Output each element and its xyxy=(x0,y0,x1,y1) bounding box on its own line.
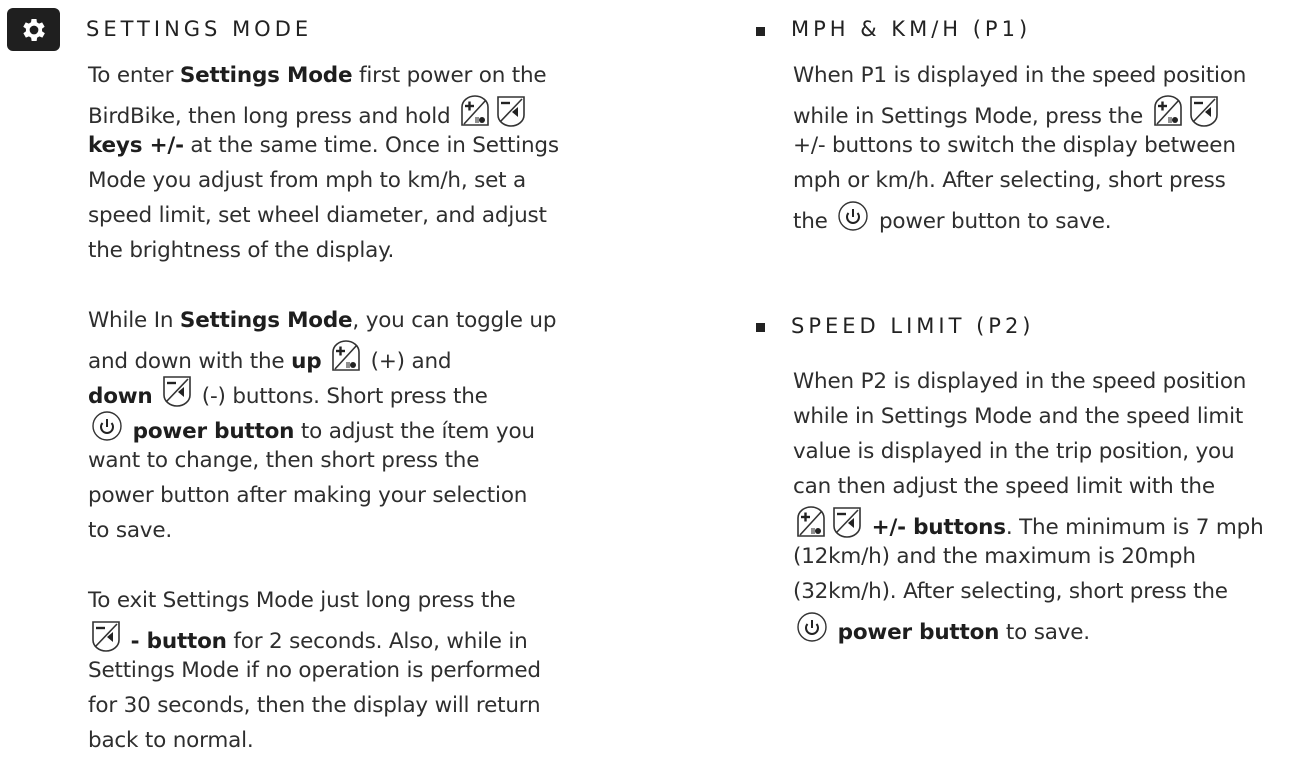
text xyxy=(865,515,872,540)
text xyxy=(321,349,328,374)
text-line xyxy=(88,342,451,382)
plus-up-button-icon xyxy=(1153,95,1183,135)
text-line xyxy=(793,167,1226,195)
settings-gear-icon xyxy=(7,8,60,51)
text: When P1 is displayed in the speed position xyxy=(793,63,1247,88)
text-line xyxy=(793,62,1246,90)
text xyxy=(153,384,160,409)
text-line xyxy=(793,438,1234,466)
bold-text: up xyxy=(291,349,322,374)
bold-text: Settings Mode xyxy=(179,308,353,333)
bold-text: power button xyxy=(132,419,295,444)
bold-text: keys +/- xyxy=(88,133,184,158)
text-line xyxy=(793,97,1222,137)
text: mph or km/h. After selecting, short press xyxy=(793,168,1226,193)
section-title-mph-kmh: MPH & KM/H (P1) xyxy=(791,17,1032,41)
text: When P2 is displayed in the speed position xyxy=(793,369,1247,394)
text: Mode you adjust from mph to km/h, set a xyxy=(88,168,526,193)
text: power button to save. xyxy=(872,209,1112,234)
text: for 30 seconds, then the display will return xyxy=(88,693,541,718)
text: first power on the xyxy=(352,63,547,88)
text-line xyxy=(88,587,516,615)
text-line xyxy=(793,403,1243,431)
text xyxy=(124,629,131,654)
text: while in Settings Mode and the speed limit xyxy=(793,404,1244,429)
bullet-marker xyxy=(756,323,765,332)
plus-up-button-icon xyxy=(460,95,490,135)
text: +/- buttons to switch the display between xyxy=(793,133,1236,158)
bold-text: +/- buttons xyxy=(871,515,1006,540)
text: (32km/h). After selecting, short press the xyxy=(793,579,1228,604)
text-line xyxy=(793,368,1246,396)
text: the xyxy=(793,209,835,234)
text: can then adjust the speed limit with the xyxy=(793,474,1215,499)
text-line xyxy=(88,377,488,417)
text xyxy=(831,620,838,645)
bullet-marker xyxy=(756,27,765,36)
text-line xyxy=(88,412,535,452)
text-line xyxy=(88,657,541,685)
text-line xyxy=(88,447,479,475)
text-line xyxy=(88,727,254,755)
text-line xyxy=(88,307,556,335)
minus-down-button-icon xyxy=(91,620,121,660)
text: while in Settings Mode, press the xyxy=(793,104,1150,129)
text: (+) and xyxy=(364,349,452,374)
text: , you can toggle up xyxy=(352,308,557,333)
text-line xyxy=(793,473,1215,501)
minus-down-button-icon xyxy=(162,375,192,415)
text: value is displayed in the trip position, you xyxy=(793,439,1235,464)
text-line xyxy=(88,482,527,510)
text xyxy=(126,419,133,444)
text: and down with the xyxy=(88,349,292,374)
minus-down-button-icon xyxy=(1189,95,1219,135)
text: Settings Mode if no operation is performed xyxy=(88,658,541,683)
text-line xyxy=(88,237,394,265)
text: speed limit, set wheel diameter, and adjust xyxy=(88,203,547,228)
plus-up-button-icon xyxy=(796,506,826,546)
plus-up-button-icon xyxy=(331,340,361,380)
text: BirdBike, then long press and hold xyxy=(88,104,458,129)
text: back to normal. xyxy=(88,728,254,753)
text-line xyxy=(88,517,172,545)
bold-text: down xyxy=(88,384,153,409)
text-line xyxy=(88,62,546,90)
text-line xyxy=(88,132,559,160)
bold-text: - button xyxy=(130,629,227,654)
text: at the same time. Once in Settings xyxy=(183,133,559,158)
bold-text: power button xyxy=(837,620,1000,645)
text-line xyxy=(793,613,1090,653)
text: (12km/h) and the maximum is 20mph xyxy=(793,544,1196,569)
text: to adjust the ítem you xyxy=(294,419,535,444)
text: to save. xyxy=(88,518,172,543)
text: power button after making your selection xyxy=(88,483,528,508)
text: To exit Settings Mode just long press the xyxy=(88,588,516,613)
text-line xyxy=(88,97,529,137)
section-title-speed-limit: SPEED LIMIT (P2) xyxy=(791,314,1035,338)
text: . The minimum is 7 mph xyxy=(1005,515,1264,540)
text: the brightness of the display. xyxy=(88,238,395,263)
text-line xyxy=(793,202,1111,242)
text: (-) buttons. Short press the xyxy=(195,384,488,409)
text-line xyxy=(88,167,526,195)
text: for 2 seconds. Also, while in xyxy=(226,629,528,654)
minus-down-button-icon xyxy=(496,95,526,135)
text-line xyxy=(793,508,1264,548)
text: want to change, then short press the xyxy=(88,448,480,473)
text-line xyxy=(793,132,1236,160)
power-button-icon xyxy=(91,410,123,450)
minus-down-button-icon xyxy=(832,506,862,546)
text-line xyxy=(88,692,540,720)
text: To enter xyxy=(88,63,180,88)
text-line xyxy=(88,202,547,230)
text-line xyxy=(793,578,1228,606)
power-button-icon xyxy=(796,611,828,651)
text-line xyxy=(793,543,1196,571)
power-button-icon xyxy=(837,200,869,240)
text: to save. xyxy=(999,620,1090,645)
text: While In xyxy=(88,308,180,333)
text-line xyxy=(88,622,528,662)
section-title-settings-mode: SETTINGS MODE xyxy=(86,17,313,41)
bold-text: Settings Mode xyxy=(179,63,353,88)
